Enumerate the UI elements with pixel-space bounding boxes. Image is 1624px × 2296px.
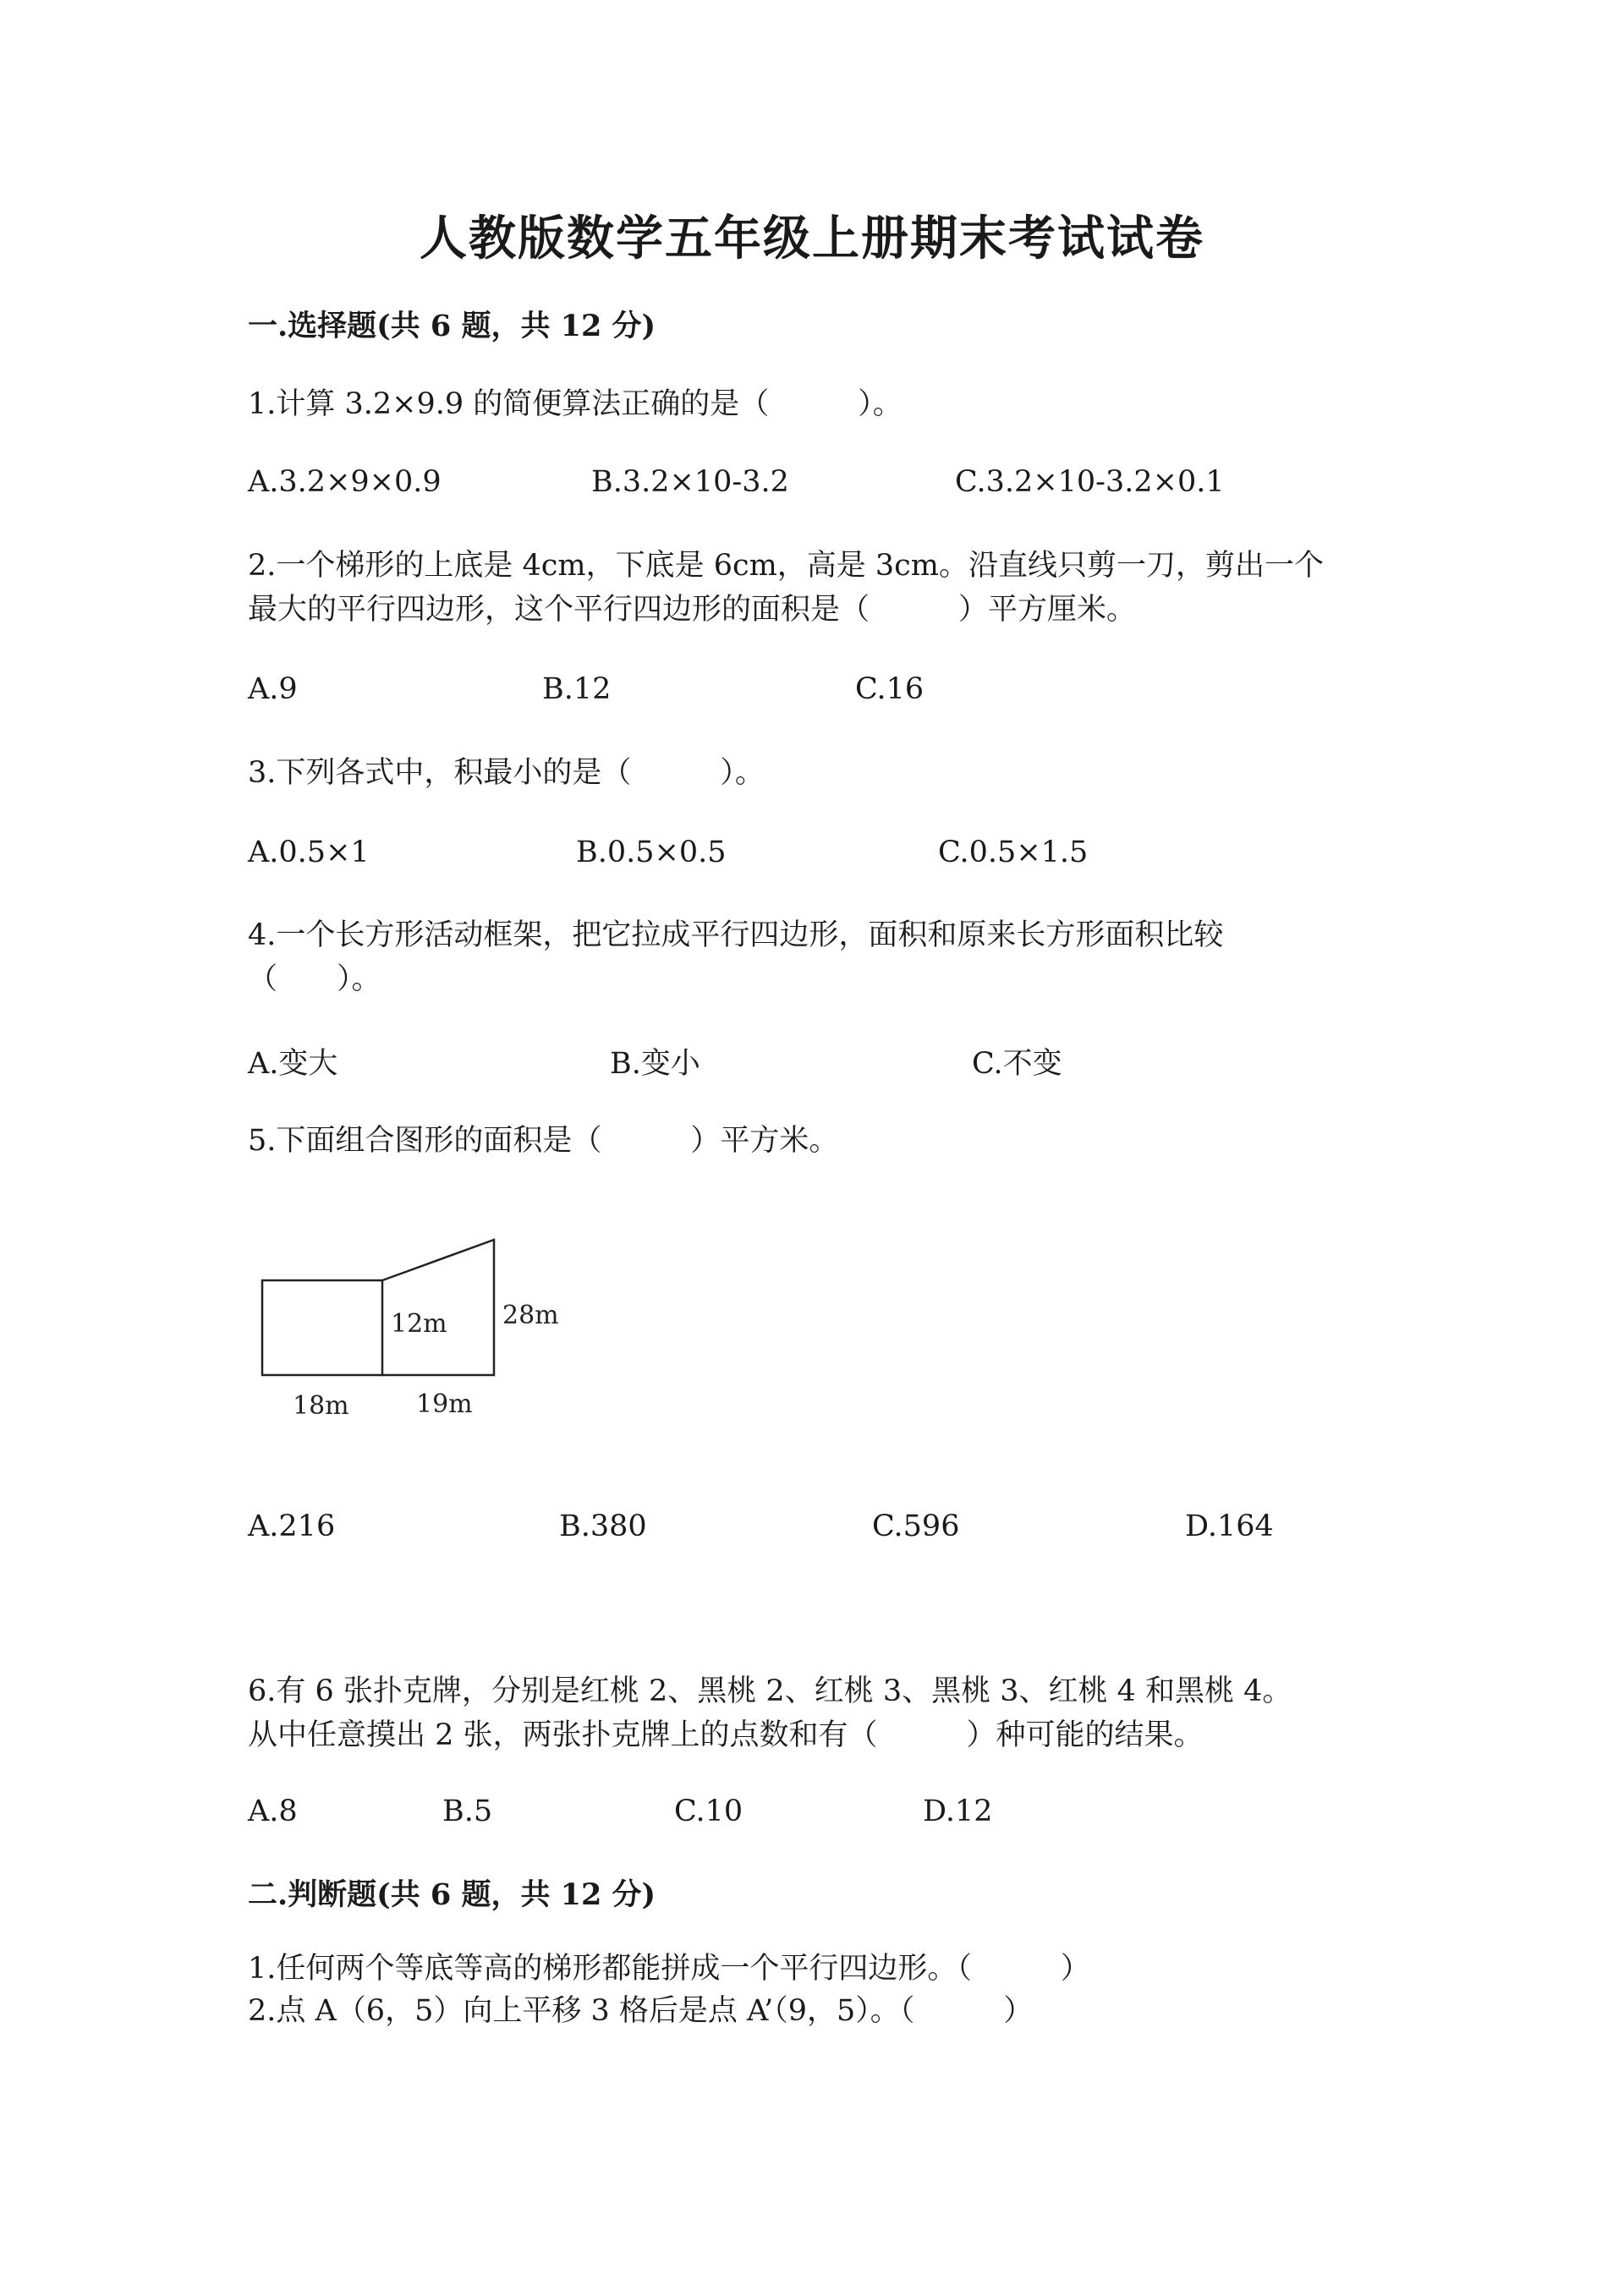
- question-1-text: 1.计算 3.2×9.9 的简便算法正确的是（ ）。: [248, 387, 903, 421]
- question-4-text-line-1: 4.一个长方形活动框架，把它拉成平行四边形，面积和原来长方形面积比较: [248, 918, 1224, 952]
- question-3-option-a: A.0.5×1: [248, 836, 370, 869]
- question-5-text: 5.下面组合图形的面积是（ ）平方米。: [248, 1124, 839, 1158]
- section-heading-choice: 一.选择题(共 6 题，共 12 分): [248, 309, 656, 343]
- question-3-option-b: B.0.5×0.5: [576, 836, 727, 869]
- question-3-option-c: C.0.5×1.5: [938, 836, 1089, 869]
- question-5-option-c: C.596: [872, 1510, 960, 1543]
- question-2-option-b: B.12: [542, 672, 612, 706]
- figure-label-28m: 28m: [502, 1301, 559, 1330]
- question-1-option-a: A.3.2×9×0.9: [248, 465, 442, 499]
- figure-label-18m: 18m: [293, 1391, 349, 1421]
- question-2-option-a: A.9: [248, 672, 298, 706]
- composite-figure: [245, 1226, 584, 1429]
- question-2-text-line-2: 最大的平行四边形，这个平行四边形的面积是（ ）平方厘米。: [248, 593, 1137, 627]
- question-4-text-line-2: （ ）。: [248, 962, 381, 996]
- question-3-text: 3.下列各式中，积最小的是（ ）。: [248, 756, 765, 790]
- question-6-text-line-1: 6.有 6 张扑克牌，分别是红桃 2、黑桃 2、红桃 3、黑桃 3、红桃 4 和黑桃 4。: [248, 1674, 1292, 1708]
- question-1-option-c: C.3.2×10-3.2×0.1: [955, 465, 1225, 499]
- figure-rectangle: [262, 1280, 382, 1375]
- question-2-option-c: C.16: [855, 672, 924, 706]
- figure-label-12m: 12m: [391, 1309, 447, 1339]
- question-4-option-a: A.变大: [248, 1047, 338, 1081]
- page-title: 人教版数学五年级上册期末考试试卷: [420, 211, 1204, 266]
- question-5-option-b: B.380: [559, 1510, 647, 1543]
- section-heading-judgement: 二.判断题(共 6 题，共 12 分): [248, 1877, 656, 1912]
- judgement-question-2-text: 2.点 A（6，5）向上平移 3 格后是点 A’（9，5）。（ ）: [248, 1994, 1034, 2028]
- question-1-option-b: B.3.2×10-3.2: [591, 465, 789, 499]
- judgement-question-1-text: 1.任何两个等底等高的梯形都能拼成一个平行四边形。（ ）: [248, 1952, 1090, 1986]
- question-4-option-b: B.变小: [610, 1047, 700, 1081]
- question-5-option-d: D.164: [1185, 1510, 1274, 1543]
- question-5-option-a: A.216: [248, 1510, 336, 1543]
- figure-label-19m: 19m: [416, 1389, 473, 1419]
- figure-trapezoid: [382, 1240, 494, 1375]
- question-6-option-a: A.8: [248, 1795, 298, 1828]
- question-6-option-b: B.5: [442, 1795, 493, 1828]
- question-2-text-line-1: 2.一个梯形的上底是 4cm，下底是 6cm，高是 3cm。沿直线只剪一刀，剪出一个: [248, 549, 1324, 583]
- question-6-option-d: D.12: [923, 1795, 993, 1828]
- question-4-option-c: C.不变: [972, 1047, 1062, 1081]
- question-6-option-c: C.10: [674, 1795, 743, 1828]
- question-6-text-line-2: 从中任意摸出 2 张，两张扑克牌上的点数和有（ ）种可能的结果。: [248, 1718, 1204, 1752]
